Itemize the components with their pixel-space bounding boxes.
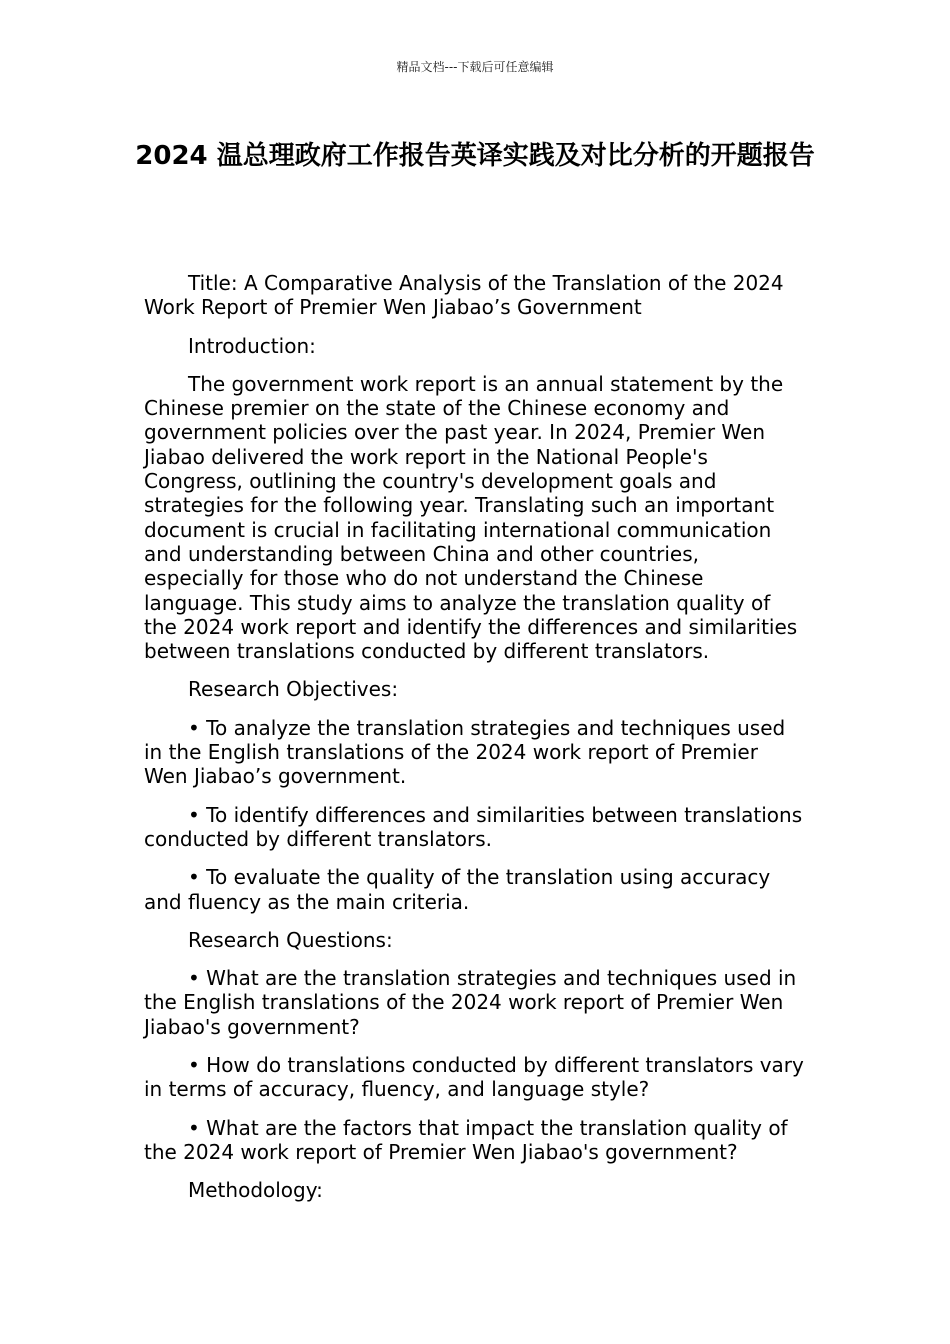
paragraph-introduction: The government work report is an annual statement by the Chinese premier on the state of the Chinese economy and government policies over the past year. In 2024, Premier Wen Jiabao delivered the work report in the National People's Congress, outlining the country's development goals and strategies for the following year. Translating such an important document is crucial in facilitating international communication and understanding between China and other countries, especially for those who do not understand the Chinese language. This study aims to analyze the translation quality of the 2024 work report and identify the differences and similarities between translations conducted by different translators. bbox=[144, 371, 798, 664]
section-heading-objectives: Research Objectives: bbox=[188, 677, 399, 702]
question-item: • How do translations conducted by different translators vary in terms of accuracy, fluency, and language style? bbox=[144, 1053, 804, 1102]
section-heading-methodology: Methodology: bbox=[188, 1178, 323, 1203]
document-body bbox=[144, 271, 804, 1217]
paragraph-title-line: Title: A Comparative Analysis of the Translation of the 2024 Work Report of Premier Wen Jiabao’s Government bbox=[144, 271, 784, 320]
section-heading-questions: Research Questions: bbox=[188, 927, 393, 952]
objective-item: • To evaluate the quality of the translation using accuracy and fluency as the main criteria. bbox=[144, 865, 771, 914]
page-header: 精品文档---下载后可任意编辑 bbox=[396, 60, 554, 74]
document-title: 2024 温总理政府工作报告英译实践及对比分析的开题报告 bbox=[135, 141, 815, 171]
section-heading-introduction: Introduction: bbox=[188, 333, 316, 358]
objective-item: • To analyze the translation strategies and techniques used in the English translations of the 2024 work report of Premier Wen Jiabao’s government. bbox=[144, 715, 786, 789]
question-item: • What are the translation strategies and techniques used in the English translations of the 2024 work report of Premier Wen Jiabao's government? bbox=[144, 966, 797, 1039]
objective-item: • To identify differences and similarities between translations conducted by different translators. bbox=[144, 802, 803, 851]
question-item: • What are the factors that impact the translation quality of the 2024 work report of Premier Wen Jiabao's government? bbox=[144, 1115, 788, 1164]
